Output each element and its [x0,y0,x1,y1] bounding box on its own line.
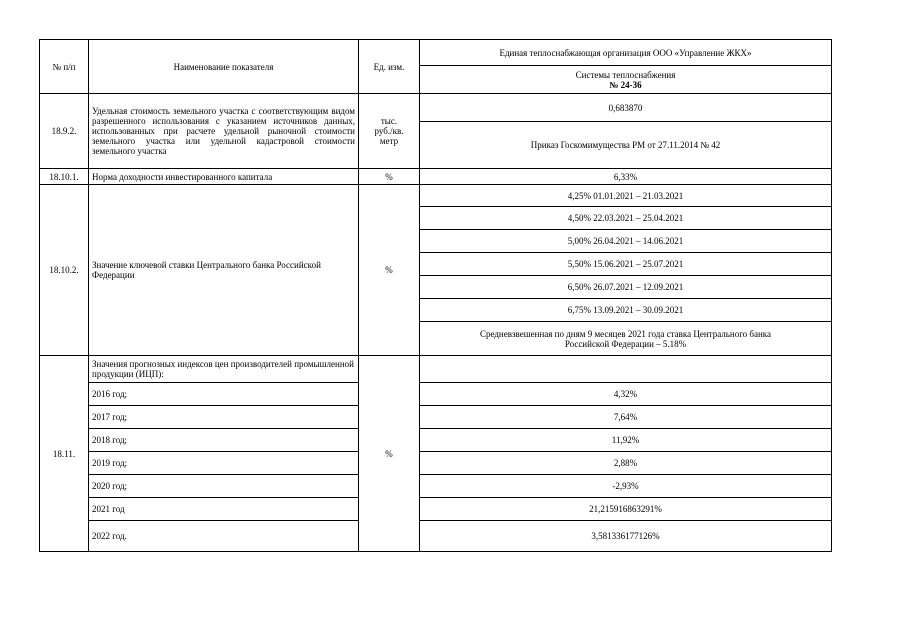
value-cell-empty [420,356,832,383]
unit: % [359,356,420,552]
value-cell: 0,683870 [420,94,832,122]
index-value: 3,581336177126% [420,521,832,552]
row-number: 18.11. [40,356,89,552]
indicator-name: Удельная стоимость земельного участка с соответствующим видом разрешенного использования с указанием источников данных, использованных при расчете удельной рыночной стоимости земельного участка или удельной кадастровой стоимости земельного участка [89,94,359,169]
unit: тыс. руб./кв. метр [359,94,420,169]
header-row [40,40,832,66]
table-row [40,356,832,383]
table-row [40,521,832,552]
table-row [40,406,832,429]
rate-cell: 5,50% 15.06.2021 – 25.07.2021 [420,253,832,276]
unit-col-header: Ед. изм. [359,40,420,94]
rate-cell: 4,25% 01.01.2021 – 21.03.2021 [420,185,832,207]
unit: % [359,185,420,356]
table-row [40,452,832,475]
indicator-name: Значения прогнозных индексов цен производителей промышленной продукции (ИЦП): [89,356,359,383]
row-number: 18.9.2. [40,94,89,169]
systems-label: Системы теплоснабжения [575,69,676,80]
rate-cell: 5,00% 26.04.2021 – 14.06.2021 [420,230,832,253]
table-row [40,429,832,452]
value-cell: 6,33% [420,169,832,185]
org-title: Единая теплоснабжающая организация ООО «Управление ЖКХ» [420,40,832,66]
table-row [40,94,832,122]
row-number: 18.10.2. [40,185,89,356]
systems-header [420,66,832,94]
table-row [40,498,832,521]
year-label: 2022 год. [89,521,359,552]
source-cell: Приказ Госкомимущества РМ от 27.11.2014 № 42 [420,122,832,169]
rate-cell: 4,50% 22.03.2021 – 25.04.2021 [420,207,832,230]
year-label: 2019 год; [89,452,359,475]
index-value: 11,92% [420,429,832,452]
indicator-name: Норма доходности инвестированного капитала [89,169,359,185]
indicator-name: Значение ключевой ставки Центрального банка Российской Федерации [89,185,359,356]
index-value: 2,88% [420,452,832,475]
indicators-table [39,39,832,552]
year-label: 2020 год; [89,475,359,498]
table-row [40,383,832,406]
index-value: -2,93% [420,475,832,498]
index-value: 4,32% [420,383,832,406]
year-label: 2017 год; [89,406,359,429]
systems-value: № 24-36 [609,79,642,90]
index-value: 21,215916863291% [420,498,832,521]
rate-cell: 6,50% 26.07.2021 – 12.09.2021 [420,276,832,299]
weighted-rate-cell: Средневзвешенная по дням 9 месяцев 2021 года ставка Центрального банка Российской Федерации – 5.18% [420,322,832,356]
table-row [40,185,832,207]
index-value: 7,64% [420,406,832,429]
row-number: 18.10.1. [40,169,89,185]
rate-cell: 6,75% 13.09.2021 – 30.09.2021 [420,299,832,322]
num-col-header: № п/п [40,40,89,94]
unit: % [359,169,420,185]
table-row [40,475,832,498]
table-row [40,169,832,185]
year-label: 2016 год; [89,383,359,406]
year-label: 2018 год; [89,429,359,452]
year-label: 2021 год [89,498,359,521]
name-col-header: Наименование показателя [89,40,359,94]
